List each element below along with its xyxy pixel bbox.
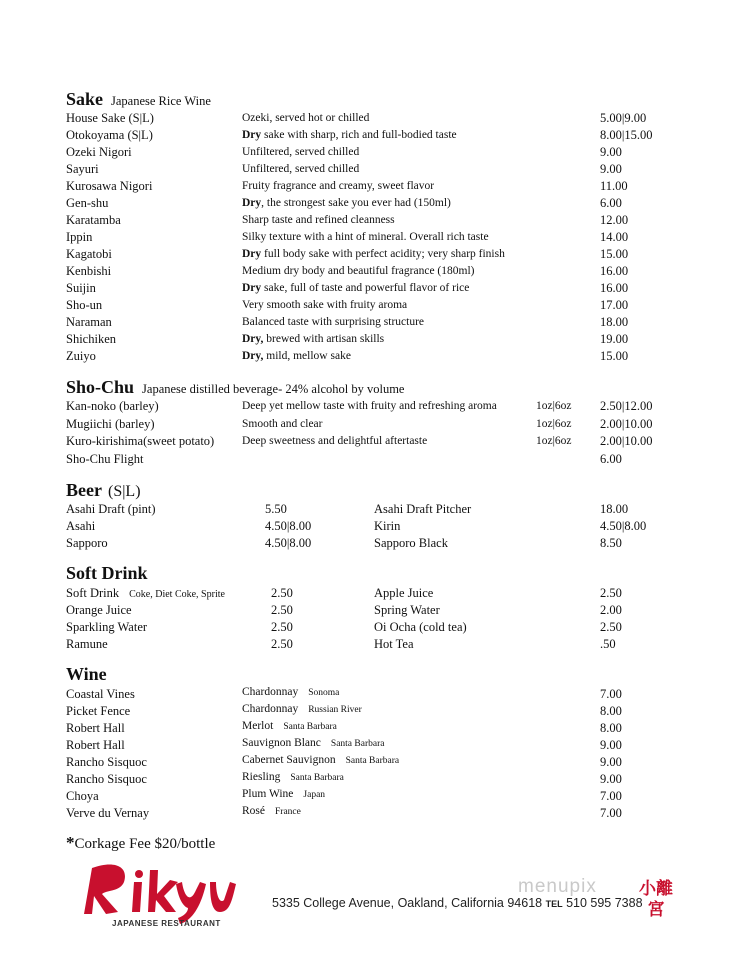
beer-left-name: Sapporo [66, 536, 108, 550]
beer-right-name: Asahi Draft Pitcher [374, 502, 472, 516]
sake-price: 6.00 [600, 196, 622, 210]
soft-left-name-text: Orange Juice [66, 603, 132, 617]
corkage-star: * [66, 833, 75, 852]
sake-price: 8.00|15.00 [600, 128, 653, 142]
wine-varietal [242, 786, 325, 804]
wine-varietal-text: Chardonnay [242, 703, 299, 715]
address-text: 5335 College Avenue, Oakland, California 94618 [272, 896, 543, 910]
wine-name: Robert Hall [66, 738, 125, 752]
sake-desc-text: brewed with artisan skills [263, 333, 385, 345]
sake-desc-text: Balanced taste with surprising structure [242, 316, 425, 328]
soft-left-price: 2.50 [271, 637, 293, 651]
wine-varietal [242, 803, 301, 821]
sake-desc-bold: Dry [242, 248, 262, 260]
soft-row [66, 602, 686, 619]
wine-varietal [242, 684, 339, 702]
rikyu-logo-icon [84, 860, 244, 930]
sake-desc-bold: Dry, [242, 333, 264, 345]
sake-desc-text: , the strongest sake you ever had (150ml) [261, 197, 451, 209]
sake-row [66, 212, 686, 229]
sake-price: 17.00 [600, 298, 629, 312]
sake-desc-text: sake with sharp, rich and full-bodied taste [261, 129, 457, 141]
beer-row [66, 535, 686, 552]
watermark-text: menupix [518, 876, 597, 897]
wine-name: Verve du Vernay [66, 806, 150, 820]
wine-price: 9.00 [600, 755, 622, 769]
wine-name: Coastal Vines [66, 687, 135, 701]
sake-row [66, 161, 686, 178]
sake-subtitle: Japanese Rice Wine [111, 94, 211, 108]
wine-price: 7.00 [600, 687, 622, 701]
sake-desc [242, 297, 407, 314]
wine-region: Sonoma [308, 688, 340, 698]
wine-region: Santa Barbara [330, 739, 385, 749]
wine-varietal-text: Rosé [242, 805, 265, 817]
wine-varietal-text: Plum Wine [242, 788, 294, 800]
sake-price: 18.00 [600, 315, 629, 329]
sake-title: Sake [66, 89, 104, 109]
soft-right-price: 2.50 [600, 586, 622, 600]
wine-varietal [242, 718, 337, 736]
wine-price: 8.00 [600, 721, 622, 735]
wine-varietal [242, 752, 399, 770]
sake-desc [242, 212, 395, 229]
wine-price: 9.00 [600, 772, 622, 786]
sake-price: 15.00 [600, 247, 629, 261]
wine-name: Choya [66, 789, 99, 803]
sake-price: 12.00 [600, 213, 629, 227]
soft-heading [66, 563, 148, 584]
sake-heading [66, 89, 211, 110]
shochu-size: 1oz|6oz [536, 417, 572, 430]
beer-left-price: 4.50|8.00 [265, 519, 312, 533]
beer-row [66, 501, 686, 518]
shochu-price: 2.00|10.00 [600, 416, 653, 431]
sake-desc [242, 246, 505, 263]
soft-left-price: 2.50 [271, 586, 293, 600]
soft-right-price: 2.00 [600, 603, 622, 617]
sake-desc-text: Medium dry body and beautiful fragrance (180ml) [242, 265, 475, 277]
soft-right-name: Apple Juice [374, 586, 434, 600]
shochu-name: Sho-Chu Flight [66, 451, 144, 466]
sake-name: Kurosawa Nigori [66, 179, 153, 193]
shochu-heading [66, 377, 404, 398]
wine-row [66, 805, 686, 822]
shochu-name: Mugiichi (barley) [66, 416, 155, 431]
wine-row [66, 754, 686, 771]
sake-name: Gen-shu [66, 196, 109, 210]
cjk-logo-text: 小離宮 [639, 879, 673, 919]
soft-left-name [66, 619, 147, 636]
sake-desc-text: Silky texture with a hint of mineral. Overall rich taste [242, 231, 489, 243]
beer-right-price: 4.50|8.00 [600, 519, 647, 533]
wine-varietal-text: Merlot [242, 720, 274, 732]
wine-name: Rancho Sisquoc [66, 772, 147, 786]
shochu-desc: Deep yet mellow taste with fruity and refreshing aroma [242, 400, 497, 412]
sake-name: Kagatobi [66, 247, 112, 261]
sake-name: Zuiyo [66, 349, 96, 363]
sake-desc-text: Sharp taste and refined cleanness [242, 214, 395, 226]
sake-name: Naraman [66, 315, 112, 329]
soft-right-name: Spring Water [374, 603, 440, 617]
sake-desc-text: full body sake with perfect acidity; very sharp finish [261, 248, 505, 260]
beer-title: Beer [66, 480, 102, 500]
wine-region: France [275, 807, 301, 817]
wine-varietal [242, 735, 384, 753]
sake-row [66, 246, 686, 263]
shochu-subtitle: Japanese distilled beverage- 24% alcohol by volume [142, 382, 405, 396]
beer-right-price: 8.50 [600, 536, 622, 550]
shochu-price: 6.00 [600, 451, 622, 466]
sake-desc-text: Ozeki, served hot or chilled [242, 112, 370, 124]
wine-price: 9.00 [600, 738, 622, 752]
sake-row [66, 144, 686, 161]
sake-desc [242, 348, 351, 365]
sake-desc-text: mild, mellow sake [263, 350, 351, 362]
beer-left-price: 4.50|8.00 [265, 536, 312, 550]
wine-row [66, 771, 686, 788]
sake-desc [242, 331, 384, 348]
sake-name: Otokoyama (S|L) [66, 128, 153, 142]
sake-desc [242, 144, 359, 161]
wine-price: 7.00 [600, 806, 622, 820]
address-line [272, 896, 643, 910]
shochu-size: 1oz|6oz [536, 435, 572, 447]
beer-left-price: 5.50 [265, 502, 287, 516]
shochu-title: Sho-Chu [66, 377, 135, 397]
wine-varietal-text: Sauvignon Blanc [242, 737, 321, 749]
sake-desc-bold: Dry, [242, 350, 264, 362]
wine-varietal-text: Riesling [242, 771, 281, 783]
beer-row [66, 518, 686, 535]
soft-right-price: .50 [600, 637, 616, 651]
wine-name: Robert Hall [66, 721, 125, 735]
phone-number: 510 595 7388 [566, 896, 643, 910]
wine-price: 8.00 [600, 704, 622, 718]
beer-right-name: Kirin [374, 519, 401, 533]
soft-right-name: Hot Tea [374, 637, 414, 651]
wine-region: Russian River [308, 705, 362, 715]
shochu-price: 2.50|12.00 [600, 399, 653, 413]
wine-varietal-text: Chardonnay [242, 686, 299, 698]
sake-price: 11.00 [600, 179, 628, 193]
sake-desc-bold: Dry [242, 282, 262, 294]
sake-price: 16.00 [600, 264, 629, 278]
sake-desc-bold: Dry [242, 129, 262, 141]
wine-varietal [242, 701, 362, 719]
sake-price: 15.00 [600, 349, 629, 363]
sake-name: House Sake (S|L) [66, 111, 154, 125]
sake-name: Ozeki Nigori [66, 145, 132, 159]
soft-row [66, 636, 686, 653]
sake-desc-text: Very smooth sake with fruity aroma [242, 299, 408, 311]
sake-desc [242, 229, 489, 246]
sake-desc-text: Fruity fragrance and creamy, sweet flavor [242, 180, 435, 192]
beer-right-price: 18.00 [600, 502, 629, 516]
sake-name: Sayuri [66, 162, 99, 176]
wine-title: Wine [66, 664, 107, 684]
sake-row [66, 280, 686, 297]
sake-name: Suijin [66, 281, 96, 295]
beer-subtitle: (S|L) [107, 483, 141, 500]
sake-row [66, 127, 686, 144]
sake-desc [242, 127, 457, 144]
sake-name: Kenbishi [66, 264, 112, 278]
soft-title: Soft Drink [66, 563, 148, 583]
soft-left-price: 2.50 [271, 603, 293, 617]
soft-left-name [66, 602, 132, 619]
sake-desc-text: Unfiltered, served chilled [242, 163, 360, 175]
sake-name: Ippin [66, 230, 93, 244]
soft-left-price: 2.50 [271, 620, 293, 634]
sake-price: 9.00 [600, 145, 622, 159]
shochu-desc: Deep sweetness and delightful aftertaste [242, 435, 428, 447]
wine-varietal [242, 769, 344, 787]
soft-left-note: Coke, Diet Coke, Sprite [129, 589, 225, 600]
wine-row [66, 788, 686, 805]
wine-varietal-text: Cabernet Sauvignon [242, 754, 336, 766]
shochu-name: Kan-noko (barley) [66, 399, 159, 413]
wine-name: Picket Fence [66, 704, 131, 718]
wine-name: Rancho Sisquoc [66, 755, 147, 769]
sake-desc [242, 161, 359, 178]
sake-row [66, 263, 686, 280]
corkage-note [66, 833, 215, 853]
shochu-row [66, 433, 686, 450]
sake-row [66, 348, 686, 365]
corkage-text: Corkage Fee $20/bottle [74, 836, 216, 852]
sake-name: Sho-un [66, 298, 103, 312]
sake-desc-text: sake, full of taste and powerful flavor of rice [261, 282, 470, 294]
soft-left-name [66, 636, 108, 653]
beer-left-name: Asahi Draft (pint) [66, 502, 156, 516]
wine-price: 7.00 [600, 789, 622, 803]
wine-region: Japan [303, 790, 326, 800]
sake-row [66, 297, 686, 314]
tel-label: TEL [545, 899, 563, 909]
wine-region: Santa Barbara [290, 773, 344, 783]
shochu-price: 2.00|10.00 [600, 434, 653, 448]
wine-heading [66, 664, 107, 685]
shochu-row [66, 416, 686, 433]
sake-price: 5.00|9.00 [600, 111, 647, 125]
sake-price: 16.00 [600, 281, 629, 295]
shochu-name: Kuro-kirishima(sweet potato) [66, 434, 215, 448]
sake-desc [242, 178, 434, 195]
logo-subtitle: JAPANESE RESTAURANT [112, 919, 221, 928]
sake-name: Shichiken [66, 332, 116, 346]
sake-price: 9.00 [600, 162, 622, 176]
sake-desc-bold: Dry [242, 197, 262, 209]
shochu-row [66, 398, 686, 415]
shochu-row [66, 451, 686, 468]
footer [0, 860, 750, 950]
soft-left-name-text: Sparkling Water [66, 620, 148, 634]
soft-row [66, 619, 686, 636]
wine-region: Santa Barbara [283, 722, 337, 732]
beer-left-name: Asahi [66, 519, 96, 533]
sake-desc [242, 195, 451, 212]
soft-left-name [66, 585, 225, 603]
beer-right-name: Sapporo Black [374, 536, 448, 550]
wine-region: Santa Barbara [345, 756, 400, 766]
sake-price: 19.00 [600, 332, 629, 346]
sake-row [66, 314, 686, 331]
soft-left-name-text: Soft Drink [66, 586, 120, 600]
sake-desc [242, 314, 424, 331]
sake-row [66, 178, 686, 195]
sake-desc [242, 280, 469, 297]
sake-name: Karatamba [66, 213, 121, 227]
sake-desc [242, 263, 474, 280]
sake-price: 14.00 [600, 230, 629, 244]
soft-left-name-text: Ramune [66, 637, 108, 651]
shochu-desc: Smooth and clear [242, 417, 323, 430]
sake-row [66, 331, 686, 348]
wine-row [66, 686, 686, 703]
wine-row [66, 703, 686, 720]
soft-right-name: Oi Ocha (cold tea) [374, 620, 467, 634]
sake-row [66, 195, 686, 212]
soft-right-price: 2.50 [600, 620, 622, 634]
beer-heading [66, 480, 141, 501]
soft-row [66, 585, 686, 602]
shochu-size: 1oz|6oz [536, 400, 572, 412]
sake-desc [242, 110, 369, 127]
sake-row [66, 229, 686, 246]
sake-desc-text: Unfiltered, served chilled [242, 146, 360, 158]
sake-row [66, 110, 686, 127]
